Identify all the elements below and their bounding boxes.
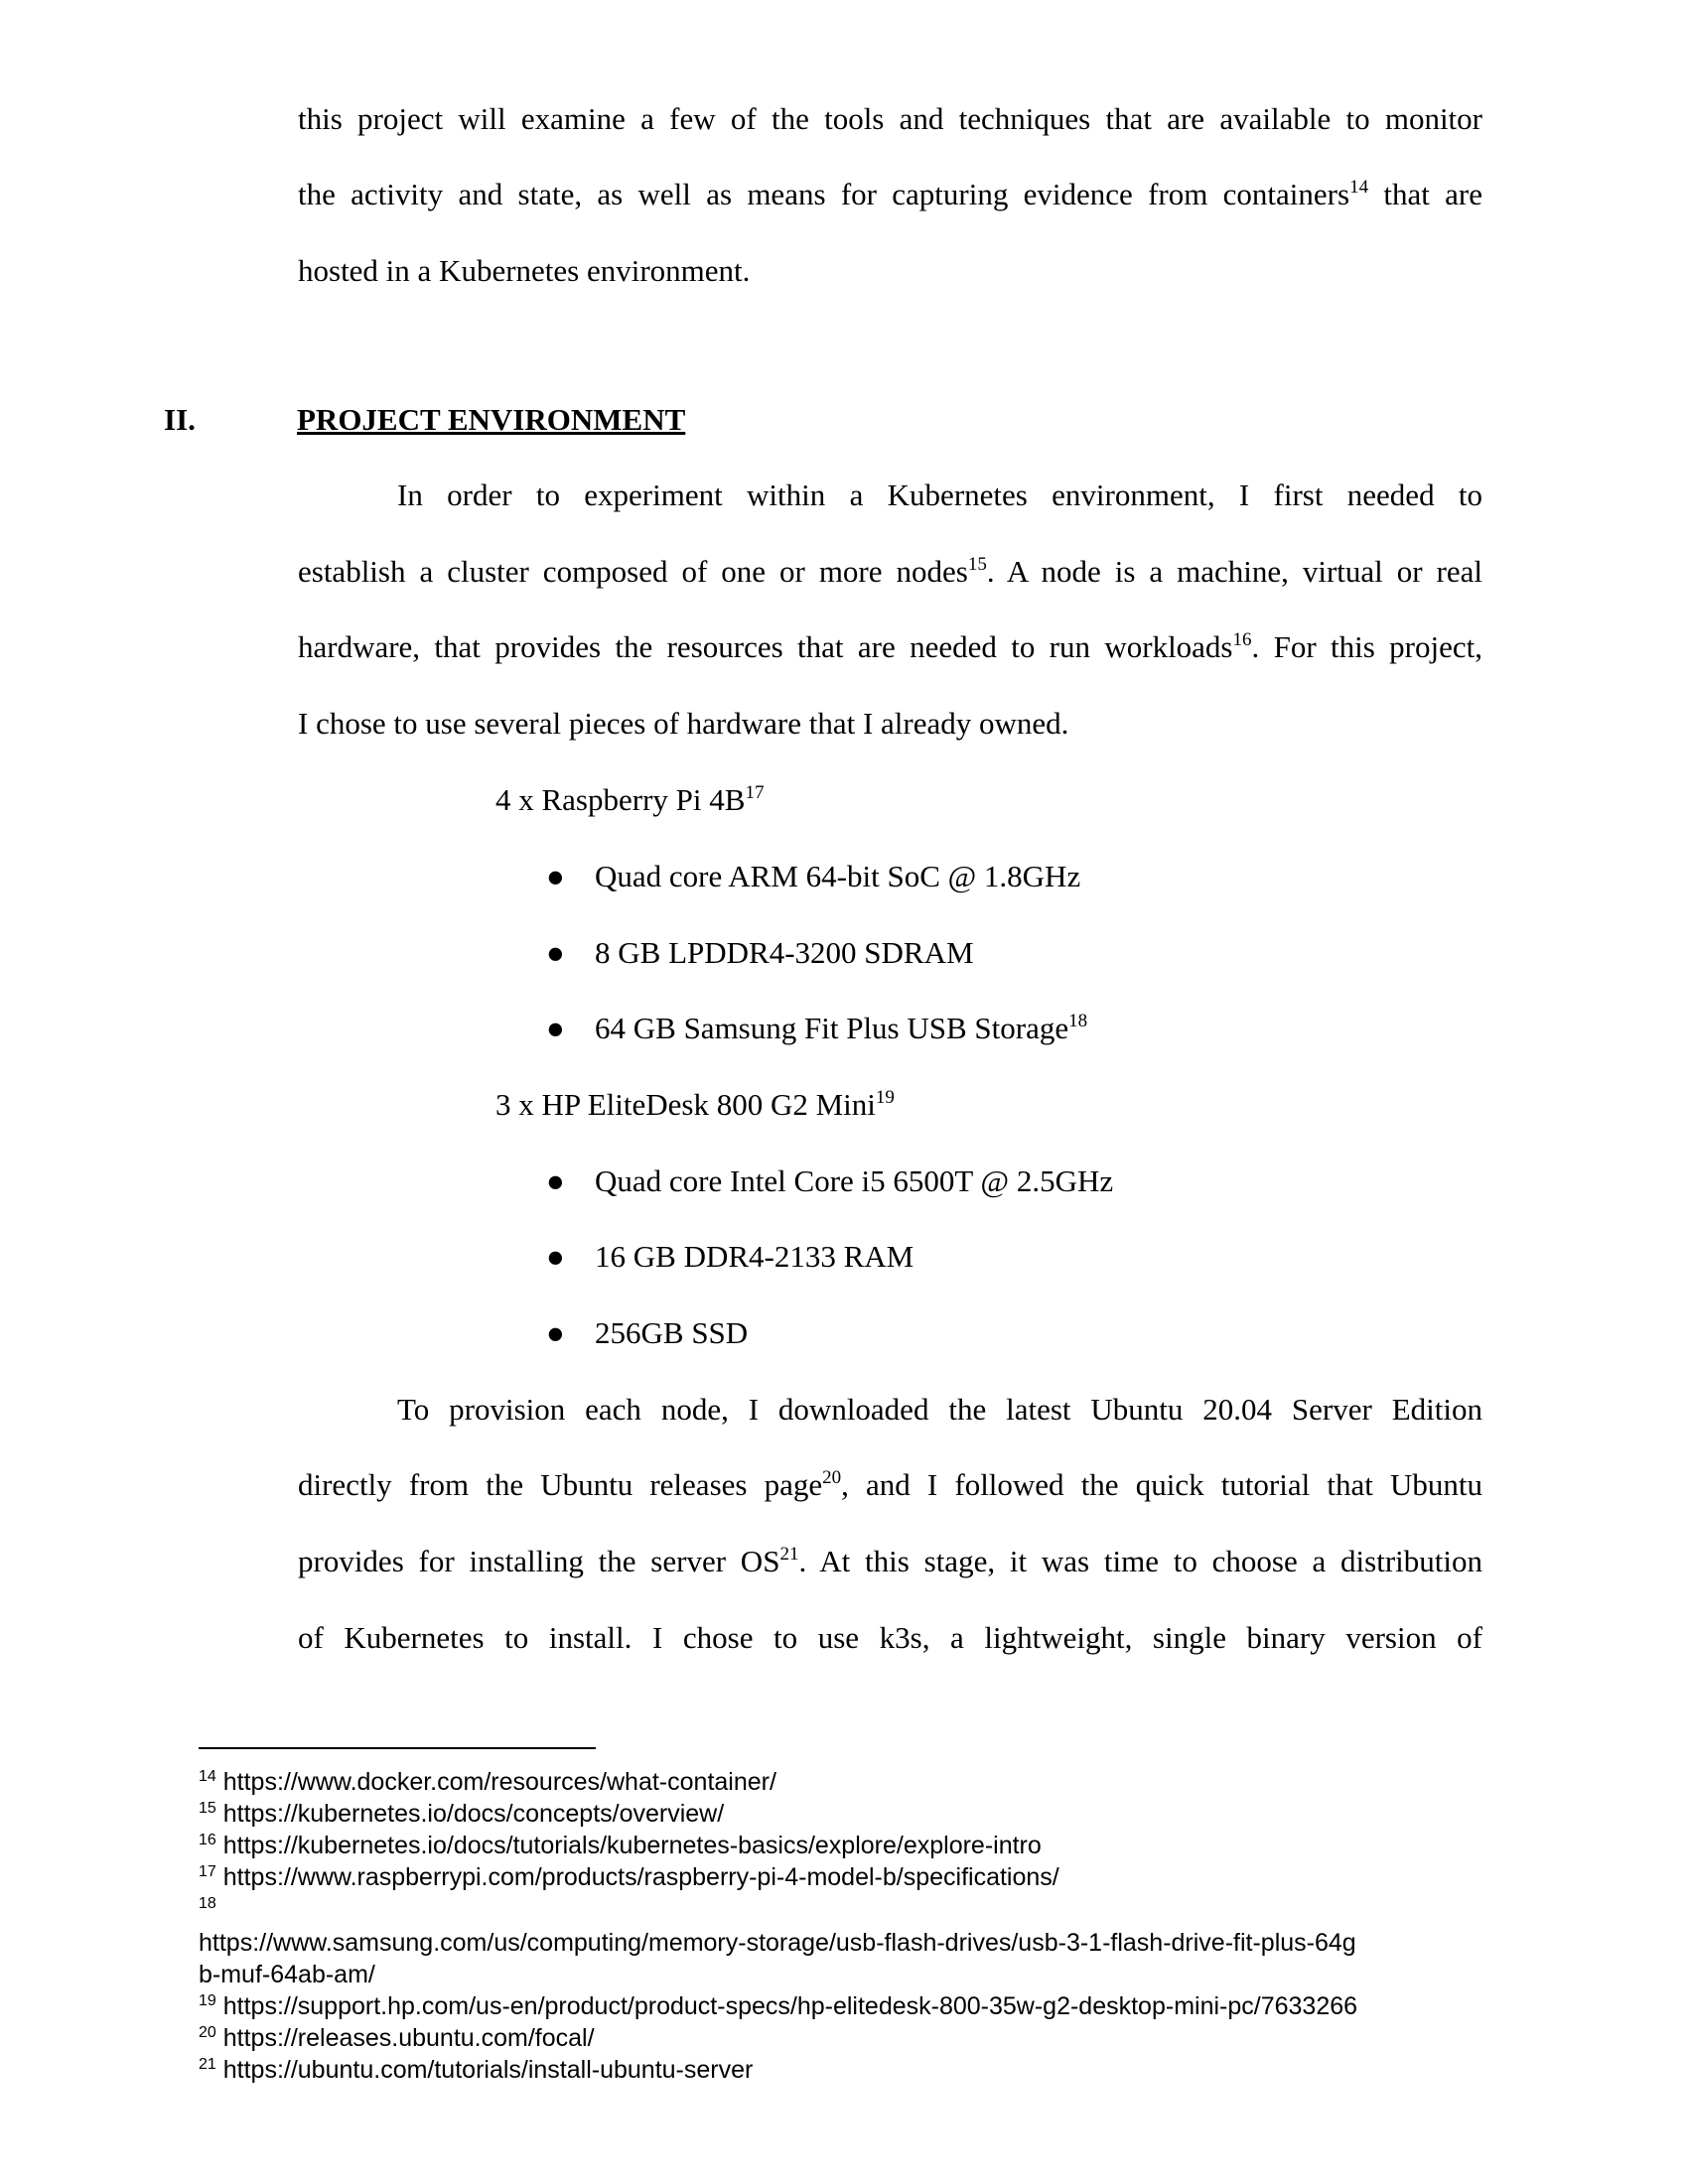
- spec-text: 64 GB Samsung Fit Plus USB Storage: [595, 1011, 1069, 1045]
- bullet-icon: ●: [546, 935, 565, 970]
- footnote-15[interactable]: [199, 1798, 1489, 1830]
- footnote-18-url-line2[interactable]: b-muf-64ab-am/: [199, 1961, 375, 1988]
- footnote-21[interactable]: [199, 2054, 1489, 2086]
- section-title: PROJECT ENVIRONMENT: [297, 402, 686, 437]
- footnote-19[interactable]: [199, 1990, 1489, 2022]
- footnote-number: 19: [199, 1992, 216, 2009]
- text-run: , and I followed the quick tutorial that Ubuntu: [841, 1467, 1483, 1502]
- section-number: II.: [164, 402, 196, 437]
- text-run: directly from the Ubuntu releases page: [298, 1467, 823, 1502]
- footnote-number: 16: [199, 1832, 216, 1848]
- paragraph2-line2: [298, 552, 1482, 592]
- paragraph2-line4: I chose to use several pieces of hardware that I already owned.: [298, 706, 1069, 741]
- footnote-14[interactable]: [199, 1766, 1489, 1798]
- paragraph1-line1: this project will examine a few of the tools and techniques that are available to monitor: [298, 101, 1482, 136]
- bullet-icon: ●: [546, 1163, 565, 1198]
- bullet-icon: ●: [546, 1011, 565, 1045]
- footnote-url[interactable]: https://releases.ubuntu.com/focal/: [215, 2024, 595, 2052]
- bullet-icon: ●: [546, 1315, 565, 1350]
- paragraph2-line1: In order to experiment within a Kubernetes environment, I first needed to: [397, 478, 1482, 512]
- text-run: . A node is a machine, virtual or real: [986, 554, 1482, 589]
- footnote-20[interactable]: [199, 2022, 1489, 2054]
- paragraph3-line3: [298, 1542, 1482, 1581]
- footnote-url[interactable]: https://ubuntu.com/tutorials/install-ubuntu-server: [215, 2056, 754, 2084]
- spec-list-item: [546, 1161, 1113, 1201]
- spec-text: Quad core ARM 64-bit SoC @ 1.8GHz: [595, 859, 1081, 893]
- text-run: the activity and state, as well as means for capturing evidence from containers: [298, 177, 1350, 211]
- footnote-ref-21[interactable]: 21: [779, 1544, 799, 1565]
- footnote-url[interactable]: https://support.hp.com/us-en/product/product-specs/hp-elitedesk-800-35w-g2-desktop-mini-pc/7633266: [215, 1992, 1358, 2020]
- paragraph3-line2: [298, 1465, 1482, 1505]
- footnote-ref-20[interactable]: 20: [822, 1467, 842, 1488]
- footnote-18-url-line1[interactable]: https://www.samsung.com/us/computing/memory-storage/usb-flash-drives/usb-3-1-flash-drive-fit-plus-64g: [199, 1929, 1356, 1957]
- footnote-url[interactable]: https://kubernetes.io/docs/tutorials/kubernetes-basics/explore/explore-intro: [215, 1832, 1042, 1859]
- footnote-18: [199, 1893, 1489, 1925]
- spec-list-item: [546, 933, 974, 973]
- footnote-16[interactable]: [199, 1830, 1489, 1861]
- footnote-number: 17: [199, 1863, 216, 1880]
- footnote-ref-19[interactable]: 19: [875, 1087, 895, 1108]
- spec-text: 16 GB DDR4-2133 RAM: [595, 1239, 914, 1274]
- footnote-url[interactable]: https://www.raspberrypi.com/products/raspberry-pi-4-model-b/specifications/: [215, 1863, 1059, 1891]
- text-run: that are: [1368, 177, 1483, 211]
- bullet-icon: ●: [546, 1239, 565, 1274]
- footnote-17[interactable]: [199, 1861, 1489, 1893]
- footnote-number: 18: [199, 1895, 216, 1912]
- footnote-url[interactable]: https://kubernetes.io/docs/concepts/overview/: [215, 1800, 725, 1828]
- paragraph1-line3: hosted in a Kubernetes environment.: [298, 253, 751, 288]
- footnote-url[interactable]: https://www.docker.com/resources/what-container/: [215, 1768, 776, 1796]
- hardware-label: 3 x HP EliteDesk 800 G2 Mini: [495, 1087, 876, 1122]
- footnote-number: 21: [199, 2056, 216, 2073]
- spec-text: 256GB SSD: [595, 1315, 749, 1350]
- paragraph3-line4: of Kubernetes to install. I chose to use k3s, a lightweight, single binary version of: [298, 1620, 1482, 1655]
- paragraph1-line2: [298, 175, 1482, 214]
- paragraph3-line1: To provision each node, I downloaded the latest Ubuntu 20.04 Server Edition: [397, 1392, 1482, 1427]
- text-run: . For this project,: [1251, 629, 1482, 664]
- spec-list-item: [546, 1009, 1087, 1048]
- paragraph2-line3: [298, 627, 1482, 667]
- footnote-ref-14[interactable]: 14: [1349, 177, 1369, 198]
- spec-text: 8 GB LPDDR4-3200 SDRAM: [595, 935, 974, 970]
- footnote-number: 15: [199, 1800, 216, 1817]
- footnote-ref-16[interactable]: 16: [1232, 629, 1252, 650]
- bullet-icon: ●: [546, 859, 565, 893]
- footnote-ref-15[interactable]: 15: [967, 554, 987, 575]
- footnote-ref-18[interactable]: 18: [1068, 1011, 1088, 1031]
- spec-list-item: [546, 1237, 914, 1277]
- footnote-separator: [199, 1747, 596, 1749]
- footnote-number: 14: [199, 1768, 216, 1785]
- hardware-label: 4 x Raspberry Pi 4B: [495, 782, 746, 817]
- text-run: . At this stage, it was time to choose a distribution: [798, 1544, 1483, 1578]
- text-run: establish a cluster composed of one or more nodes: [298, 554, 968, 589]
- hardware-item-hp-elitedesk: [495, 1085, 895, 1125]
- text-run: provides for installing the server OS: [298, 1544, 780, 1578]
- section-heading: [164, 400, 685, 440]
- footnote-number: 20: [199, 2024, 216, 2041]
- text-run: hardware, that provides the resources that are needed to run workloads: [298, 629, 1233, 664]
- spec-list-item: [546, 857, 1080, 896]
- spec-text: Quad core Intel Core i5 6500T @ 2.5GHz: [595, 1163, 1114, 1198]
- footnote-ref-17[interactable]: 17: [745, 782, 765, 803]
- spec-list-item: [546, 1313, 748, 1353]
- hardware-item-raspberry-pi: [495, 780, 764, 820]
